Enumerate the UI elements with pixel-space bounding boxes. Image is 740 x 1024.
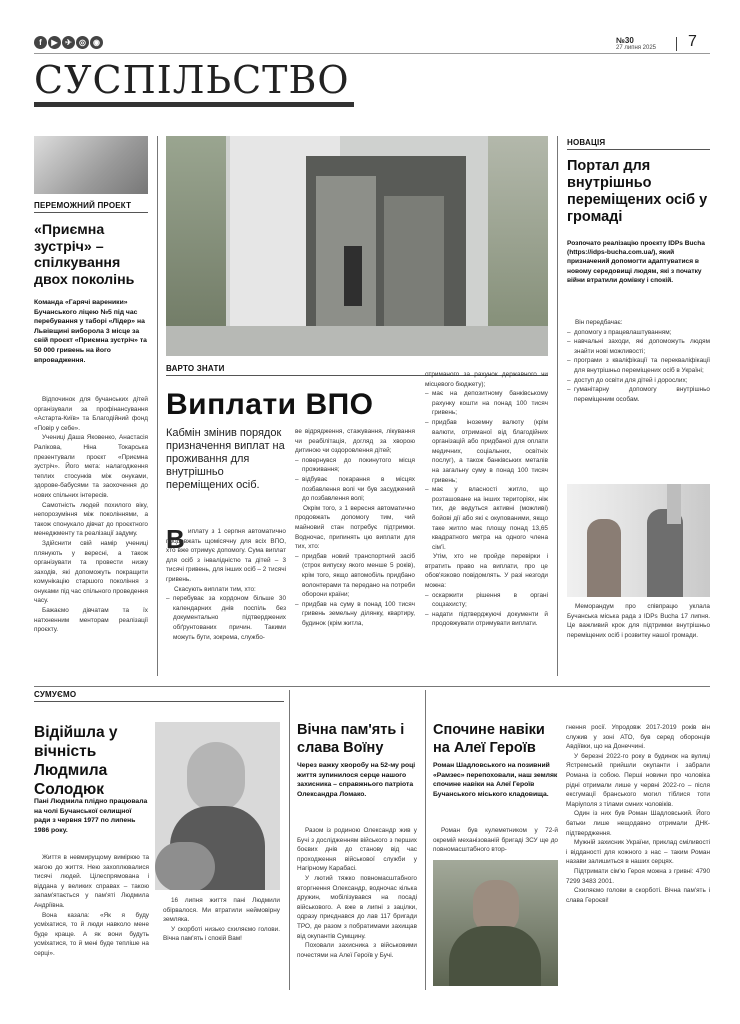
social-icons bbox=[34, 36, 104, 49]
photo-caption: Меморандум про співпрацю уклала Бучанська міська рада з IDPs Bucha 17 липня. Це важливий крок для підтримки внутрішньо переміщених осіб і розвитку нашої громади. bbox=[567, 603, 710, 639]
paragraph: Схиляємо голови в скорботі. Вічна пам'ять і слава Героєві! bbox=[566, 887, 710, 904]
paragraph: Підтримати сім'ю Героя можна з гривні: 4790 7299 3483 2001. bbox=[566, 867, 710, 885]
list-item: – допомогу з працевлаштуванням; bbox=[567, 328, 710, 338]
paragraph: Бажаємо дівчатам та їх натхненним менторам реалізації проєкту. bbox=[34, 607, 148, 634]
paragraph: 16 липня життя пані Людмили обірвалося. Ми втратили неймовірну земляка. bbox=[163, 897, 280, 924]
article-title: «Приємна зустріч» – спілкування двох поколінь bbox=[34, 222, 135, 288]
list-item: – повернувся до покинутого місця проживання; bbox=[295, 456, 415, 475]
list-item: – гуманітарну допомогу внутрішньо переміщеним особам. bbox=[567, 385, 710, 404]
article-lead: Команда «Гарячі вареники» Бучанського ліцею №5 під час перебування у таборі «Лідер» на Львівщині виборола 3 місце за свій проєкт «Приємна зустріч» та 50 000 гривень на його впровадження. bbox=[34, 299, 147, 364]
cancel-list bbox=[295, 456, 415, 504]
paragraph: Разом із родиною Олександр жив у Бучі з дослідженням війського з перших боєвих днів до станову від час проходження військової служби у Нагірному Карабасі. bbox=[297, 827, 417, 873]
kicker-rule bbox=[34, 212, 148, 213]
paragraph: иплату з 1 серпня автоматично продовжать щомісячну для всіх ВПО, хто вже отримує допомогу. Сума виплат для осіб з інвалідністю та дітей – 3 тисячі гривень, для інших осіб – 2 тисячі гривень. bbox=[166, 528, 286, 583]
paragraph: Здійснити свій намір учениці плянують у вересні, а також організувати та провести низку заходів, які допоможуть покращити комунікацію старшого покоління з онуками під час спільного проведення часу. bbox=[34, 539, 148, 605]
main-col3 bbox=[425, 370, 548, 629]
viber-icon[interactable]: ◎ bbox=[76, 36, 89, 49]
issue-date: 27 липня 2025 bbox=[616, 45, 657, 51]
section-rule bbox=[34, 686, 710, 687]
article-kicker: СУМУЄМО bbox=[34, 690, 77, 699]
main-col2 bbox=[295, 427, 415, 628]
kicker-rule bbox=[34, 701, 284, 702]
list-item: – програми з кваліфікації та перекваліфікації для внутрішньо переміщених осіб в Україні; bbox=[567, 356, 710, 375]
paragraph: Один із них був Роман Шадловський. Його батьки лише нещодавно отримали ДНК-підтвердження. bbox=[566, 810, 710, 837]
list-item: – придбав на суму в понад 100 тисяч гривень земельну ділянку, квартиру, будинок (крім житла, bbox=[295, 600, 415, 629]
paragraph: Окрім того, з 1 вересня автоматично продовжать допомогу тим, чий майновий стан потребує підтримки. Водночас, припинять цю виплати для тих, хто: bbox=[295, 504, 415, 551]
features-list bbox=[567, 328, 710, 405]
section-underline bbox=[34, 102, 354, 107]
building-photo bbox=[166, 136, 548, 356]
youtube-icon[interactable]: ▶ bbox=[48, 36, 61, 49]
header-rule bbox=[34, 53, 710, 54]
article-body-2 bbox=[566, 723, 710, 905]
column-divider bbox=[557, 136, 558, 676]
list-item: – має у власності житло, що розташоване на інших територіях, ніж тих, де ведуться активні (можливі) бойові дії або які є окупованими, якщо таке житло має площу понад 13,65 квадратного метра на одного члена сім'ї. bbox=[425, 485, 548, 552]
memorandum-photo bbox=[567, 484, 710, 597]
article-title: Спочине навіки на Алеї Героїв bbox=[433, 722, 545, 756]
section-title: СУСПІЛЬСТВО bbox=[34, 58, 350, 102]
article-kicker: ВАРТО ЗНАТИ bbox=[166, 364, 225, 373]
appeal-list bbox=[425, 591, 548, 629]
column-divider bbox=[157, 136, 158, 676]
list-item: – оскаржити рішення в органі соцзахисту; bbox=[425, 591, 548, 610]
paragraph: отриманого за рахунок державного чи місцевого бюджету); bbox=[425, 371, 548, 388]
paragraph: Поховали захисника з військовими почестями на Алеї Героїв у Бучі. bbox=[297, 942, 417, 959]
article-lead: Через важку хворобу на 52-му році життя зупинилося серце нашого захисника – справжнього патріота Олександра Ломако. bbox=[297, 762, 416, 798]
paragraph: Учениці Даша Яковенко, Анастасія Ралікова, Ніна Токарська презентували проєкт «Приємна зустріч». Його мета: налагодження теплих стосунків між онуками, здорове-бабусями та заохочення до нових спільних інтересів. bbox=[34, 434, 148, 499]
article-lead: Пані Людмила плідно працювала на чолі Бучанської селищної ради з червня 1977 по липень 1986 року. bbox=[34, 798, 148, 834]
article-title: Виплати ВПО bbox=[166, 388, 374, 421]
kicker-rule bbox=[567, 149, 710, 150]
article-kicker: ПЕРЕМОЖНИЙ ПРОЕКТ bbox=[34, 201, 132, 210]
stop-list bbox=[295, 552, 415, 629]
paragraph: Мужній захисник України, приклад сміливості і відданості для кожного з нас – таким Роман назави залишиться в наших серцях. bbox=[566, 839, 710, 866]
list-item: – навчальні заходи, які допоможуть людям знайти нові можливості; bbox=[567, 337, 710, 356]
article-body bbox=[34, 395, 148, 635]
page-number: 7 bbox=[688, 33, 697, 50]
paragraph: У скорботі низько схиляємо голови. Вічна пам'ять і спокій Вам! bbox=[163, 925, 280, 943]
article-body bbox=[433, 826, 558, 855]
main-col1 bbox=[166, 524, 286, 642]
soldier-photo bbox=[433, 860, 558, 986]
article-lead: Роман Шадловського на позивний «Рамзес» перепоховали, наш земляк спочине навіки на Алеї Героїв Бучанського міського кладовища. bbox=[433, 762, 558, 798]
list-item: – придбав новий транспортний засіб (строк випуску якого менше 5 років), крім того, якщо автомобіль придбано волонтерами та передано на потреби оборони країни; bbox=[295, 552, 415, 600]
article-body bbox=[297, 826, 417, 960]
list-item: – придбав іноземну валюту (крім валюти, отриманої від благодійних організацій або придбаної для оплати медичних, соціальних, освітніх послуг), а також банківських металів на загальну суму в понад 100 тисяч гривень; bbox=[425, 418, 548, 485]
list-item: – доступ до освіти для дітей і дорослих; bbox=[567, 376, 710, 386]
paragraph: У березні 2022-го року в будинок на вулиці Ястремській прийшли окупанти і забрали Романа із собою. Перші новини про чоловіка рідні отримали лише у червні 2022-го – після ексгумації бранського могил тіблися тоти Маріуполя з тілами смних чоловіків. bbox=[566, 752, 710, 808]
article-deck: Кабмін змінив порядок призначення виплат на проживання для внутрішньо переміщених осіб. bbox=[166, 427, 285, 491]
article-body bbox=[34, 853, 149, 959]
paragraph: У лютий тяжко повномасштабного вторгнення Олександр, водночас кілька дружин, мобілізувався на посаді військового. А вже в липні з зацілки, одразу приєднався до лав 117 бригади ТРО, де разом з побратимами захищав від окупантів Сумщину. bbox=[297, 874, 417, 940]
paragraph: Самотність людей похилого віку, непорозуміння між поколіннями, а також спонукало дівчат до проєктного менеджменту та реалізації задуму. bbox=[34, 501, 148, 538]
paragraph: Скасують виплати тим, хто: bbox=[174, 585, 256, 593]
paragraph: гнення росії. Упродовж 2017-2019 років він служив у зоні АТО, був серед оборонців Авдіївки, що на Донеччині. bbox=[566, 724, 710, 751]
article-body-2 bbox=[163, 896, 280, 944]
portrait-photo bbox=[155, 722, 280, 890]
article-title: Вічна пам'ять і слава Воїну bbox=[297, 722, 405, 756]
article-body bbox=[567, 318, 710, 404]
paragraph: Життя в невмирущому вимірюю та жагою до життя. Нею захоплювалися тисячі людей. Цілеспрямована і віддана у великих справах – такою запам'ятається у пам'яті Людмила Андріївна. bbox=[34, 854, 149, 909]
paragraph: Роман був кулеметником у 72-й окремій механізованій бригаді ЗСУ ще до повномасштабного втор- bbox=[433, 827, 558, 854]
cancel-list bbox=[166, 594, 286, 642]
article-title: Портал для внутрішньо переміщених осіб у громаді bbox=[567, 158, 708, 225]
list-item: – має на депозитному банківському рахунку кошти на понад 100 тисяч гривень; bbox=[425, 389, 548, 418]
students-photo bbox=[34, 136, 148, 194]
list-item: – відбуває покарання в місцях позбавлення волі чи був засуджений до позбавлення волі; bbox=[295, 475, 415, 504]
paragraph: Він передбачає: bbox=[575, 319, 623, 326]
page-divider bbox=[676, 37, 677, 51]
paragraph: Відпочинок для бучанських дітей організували за профінансування «Астарта-Київ» та Благодійний фонд «Повір у себе». bbox=[34, 396, 148, 432]
dropcap: В bbox=[166, 524, 185, 554]
article-lead: Розпочато реалізацію проєкту IDPs Bucha (https://idps-bucha.com.ua/), який призначений допомогти адаптуватися в новому середовищі людям, які з початку війни втратили домівку і спокій. bbox=[567, 240, 705, 284]
article-kicker: НОВАЦІЯ bbox=[567, 138, 606, 147]
column-divider bbox=[289, 690, 290, 990]
list-item: – надати підтверджуючі документи й продовжувати отримувати виплати. bbox=[425, 610, 548, 629]
telegram-icon[interactable]: ✈ bbox=[62, 36, 75, 49]
article-title: Відійшла у вічність Людмила Солодюк bbox=[34, 724, 118, 798]
issue-number: №30 bbox=[616, 36, 634, 45]
paragraph: ве відрядження, стажування, лікування чи реабілітація, догляд за хворою дитиною чи оздоровлення дітей; bbox=[295, 428, 415, 455]
facebook-icon[interactable]: f bbox=[34, 36, 47, 49]
list-item: – перебуває за кордоном більше 30 календарних днів поспіль без документально підтверджених обґрунтованих причин. Такими можуть бути, зокрема, службо- bbox=[166, 594, 286, 642]
instagram-icon[interactable]: ◉ bbox=[90, 36, 103, 49]
stop-list bbox=[425, 389, 548, 552]
paragraph: Вона казала: «Як я буду усміхатися, то й люди навколо мене буде краще. А як вони будуть усміхатися, то й мені буде тепліше на серці». bbox=[34, 911, 149, 957]
column-divider bbox=[425, 690, 426, 990]
paragraph: Утім, хто не пройде перевірки і втратить право на виплати, про це обов'язково повідомлять. У разі незгоди можна: bbox=[425, 553, 548, 590]
